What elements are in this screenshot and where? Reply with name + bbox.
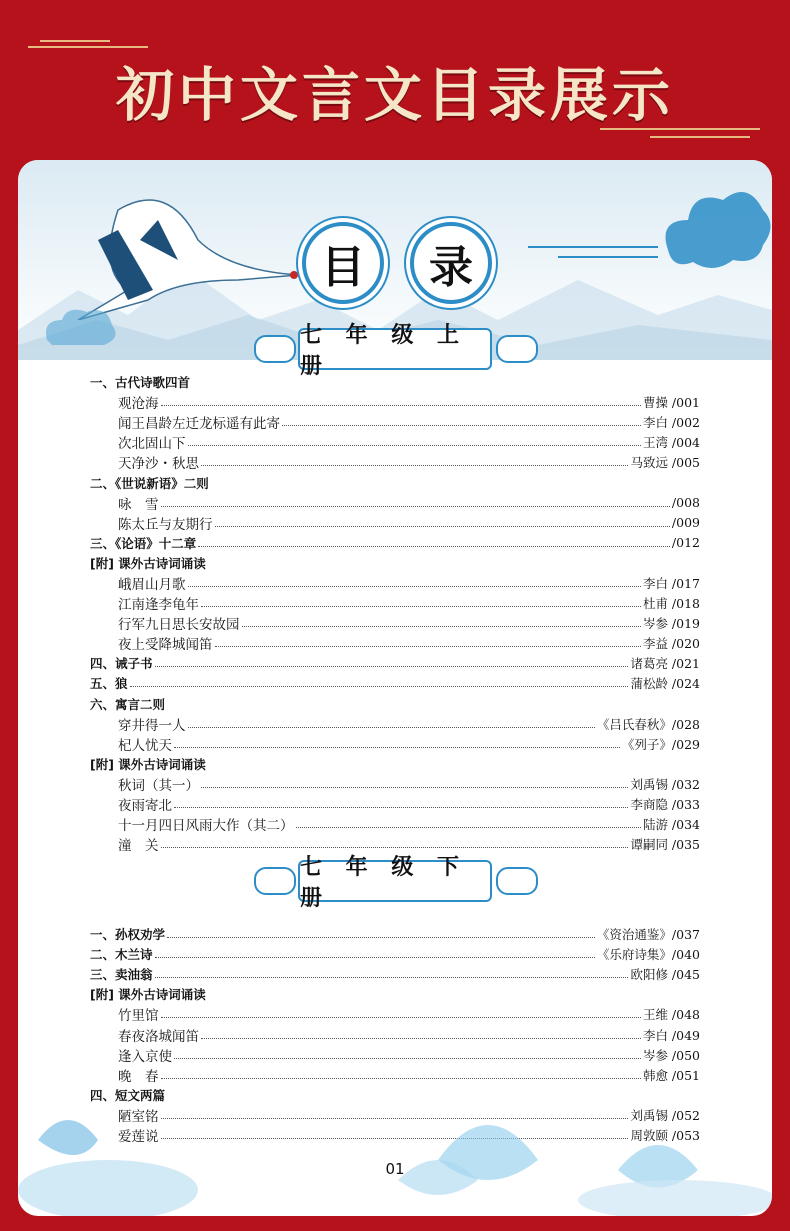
section-label-ornament-left [254, 867, 296, 895]
toc-entry-author-page: /009 [671, 515, 700, 531]
toc-entry-title: 天净沙・秋思 [118, 456, 199, 473]
toc-entry-title: 夜上受降城闻笛 [118, 637, 213, 654]
dot-leader [161, 1077, 641, 1079]
toc-section-heading[interactable] [90, 984, 700, 1004]
dot-leader [174, 1057, 641, 1059]
dot-leader [161, 404, 641, 406]
toc-entry[interactable] [90, 794, 700, 814]
toc-section-heading[interactable] [90, 754, 700, 774]
toc-entry[interactable] [90, 814, 700, 834]
dot-leader [161, 505, 670, 507]
toc-entry[interactable] [90, 774, 700, 794]
toc-entry[interactable] [90, 452, 700, 472]
toc-entry-title: 杞人忧天 [118, 737, 172, 754]
dot-leader [188, 585, 641, 587]
toc-heading-char-2: 录 [410, 222, 492, 304]
toc-entry-title: 春夜洛城闻笛 [118, 1028, 199, 1045]
toc-entry-title: 次北固山下 [118, 436, 186, 453]
toc-entry-title: 三、《论语》十二章 [90, 535, 197, 551]
section-label-ornament-right [496, 335, 538, 363]
toc-entry-title: 四、短文两篇 [90, 1087, 166, 1103]
toc-entry-title: 逢入京使 [118, 1048, 172, 1065]
toc-entry-author-page: 《乐府诗集》/040 [596, 947, 700, 963]
toc-entry[interactable] [90, 412, 700, 432]
toc-entry-author-page: 韩愈 /051 [642, 1067, 700, 1083]
toc-entry-author-page: 陆游 /034 [642, 817, 700, 833]
toc-section-heading[interactable] [90, 944, 700, 964]
toc-entry-author-page: 李白 /049 [642, 1027, 700, 1043]
toc-section-heading[interactable] [90, 472, 700, 492]
toc-entry-author-page: 王维 /048 [642, 1007, 700, 1023]
toc-entry-author-page: 马致远 /005 [630, 455, 700, 471]
toc-entry-title: 咏 雪 [118, 496, 159, 513]
toc-entry-title: 五、狼 [90, 676, 128, 692]
dot-leader [174, 806, 628, 808]
toc-entry-author-page: 周敦颐 /053 [630, 1127, 700, 1143]
dot-leader [201, 464, 628, 466]
toc-entry-title: 六、寓言二则 [90, 696, 166, 712]
toc-entry-author-page: 李益 /020 [642, 636, 700, 652]
header-ornament-right [650, 136, 750, 138]
section-label-ornament-left [254, 335, 296, 363]
toc-entry-title: 行军九日思长安故园 [118, 617, 240, 634]
toc-entry-author-page: 刘禹锡 /032 [630, 776, 700, 792]
toc-entry[interactable] [90, 613, 700, 633]
dot-leader [215, 645, 641, 647]
toc-list-grade7-first [90, 372, 700, 854]
toc-entry-title: 二、《世说新语》二则 [90, 475, 209, 491]
dot-leader [188, 726, 595, 728]
toc-entry-author-page: 蒲松龄 /024 [630, 676, 700, 692]
toc-entry-title: 观沧海 [118, 396, 159, 413]
toc-entry-title: 一、古代诗歌四首 [90, 375, 191, 391]
toc-section-heading[interactable] [90, 653, 700, 673]
wind-line [558, 256, 658, 258]
cloud-icon [658, 180, 772, 280]
toc-section-heading[interactable] [90, 964, 700, 984]
toc-section-heading[interactable] [90, 553, 700, 573]
toc-section-heading[interactable] [90, 694, 700, 714]
toc-entry-title: 爱莲说 [118, 1128, 159, 1145]
toc-entry-title: 穿井得一人 [118, 717, 186, 734]
toc-entry-author-page: 《列子》/029 [621, 736, 700, 752]
toc-heading-char-1: 目 [302, 222, 384, 304]
toc-entry-title: 夜雨寄北 [118, 798, 172, 815]
toc-entry-title: 江南逢李龟年 [118, 597, 199, 614]
dot-leader [161, 1016, 641, 1018]
toc-entry[interactable] [90, 1004, 700, 1024]
dot-leader [282, 424, 641, 426]
toc-entry-title: 潼 关 [118, 838, 159, 855]
toc-entry[interactable] [90, 633, 700, 653]
toc-entry-title: 晚 春 [118, 1068, 159, 1085]
lotus-illustration [18, 1080, 772, 1216]
dot-leader [155, 665, 629, 667]
toc-entry[interactable] [90, 573, 700, 593]
dot-leader [242, 625, 641, 627]
toc-entry-title: 闻王昌龄左迁龙标遥有此寄 [118, 416, 280, 433]
toc-entry-author-page: 岑参 /019 [642, 616, 700, 632]
toc-entry[interactable] [90, 714, 700, 734]
toc-section-heading[interactable] [90, 924, 700, 944]
toc-section-heading[interactable] [90, 673, 700, 693]
toc-entry[interactable] [90, 513, 700, 533]
dot-leader [296, 826, 641, 828]
toc-entry-author-page: 岑参 /050 [642, 1047, 700, 1063]
toc-entry-author-page: 李商隐 /033 [630, 797, 700, 813]
toc-panel [18, 160, 772, 1216]
toc-entry[interactable] [90, 1024, 700, 1044]
toc-entry-author-page: 诸葛亮 /021 [630, 656, 700, 672]
dot-leader [201, 786, 628, 788]
dot-leader [161, 846, 629, 848]
dot-leader [201, 605, 641, 607]
dot-leader [188, 444, 641, 446]
crane-icon [58, 180, 298, 320]
toc-entry-title: 峨眉山月歌 [118, 576, 186, 593]
toc-entry-author-page: /008 [671, 495, 700, 511]
dot-leader [198, 545, 670, 547]
toc-entry-author-page: 欧阳修 /045 [630, 967, 700, 983]
toc-entry-author-page: 《吕氏春秋》/028 [596, 716, 700, 732]
toc-entry-title: 竹里馆 [118, 1008, 159, 1025]
toc-entry-title: [附] 课外古诗词诵读 [90, 756, 206, 772]
toc-entry-author-page: /012 [671, 535, 700, 551]
section-label-grade7-second: 七 年 级 下 册 [298, 860, 492, 902]
page-title: 初中文言文目录展示 [115, 61, 674, 129]
toc-entry-author-page: 刘禹锡 /052 [630, 1107, 700, 1123]
toc-entry-title: 四、诫子书 [90, 656, 153, 672]
toc-entry[interactable] [90, 392, 700, 412]
toc-entry-title: [附] 课外古诗词诵读 [90, 555, 206, 571]
dot-leader [174, 746, 620, 748]
section-label-ornament-right [496, 867, 538, 895]
toc-entry-author-page: 李白 /017 [642, 575, 700, 591]
toc-entry-author-page: 杜甫 /018 [642, 596, 700, 612]
toc-entry-title: 二、木兰诗 [90, 947, 153, 963]
toc-entry-author-page: 王湾 /004 [642, 435, 700, 451]
toc-entry-title: 陋室铭 [118, 1108, 159, 1125]
toc-entry-author-page: 李白 /002 [642, 415, 700, 431]
toc-entry-title: 三、卖油翁 [90, 967, 153, 983]
toc-entry-title: [附] 课外古诗词诵读 [90, 987, 206, 1003]
section-label-grade7-first: 七 年 级 上 册 [298, 328, 492, 370]
dot-leader [130, 685, 629, 687]
toc-entry-title: 十一月四日风雨大作（其二） [118, 818, 294, 835]
toc-entry[interactable] [90, 734, 700, 754]
toc-entry-title: 秋词（其一） [118, 777, 199, 794]
dot-leader [155, 976, 629, 978]
toc-entry-author-page: 曹操 /001 [642, 395, 700, 411]
dot-leader [201, 1037, 641, 1039]
toc-entry[interactable] [90, 593, 700, 613]
cloud-icon [42, 300, 122, 350]
dot-leader [215, 525, 670, 527]
dot-leader [167, 936, 595, 938]
toc-entry-author-page: 谭嗣同 /035 [630, 837, 700, 853]
toc-entry-author-page: 《资治通鉴》/037 [596, 927, 700, 943]
toc-entry[interactable] [90, 432, 700, 452]
wind-line [528, 246, 658, 248]
toc-entry-title: 陈太丘与友期行 [118, 516, 213, 533]
toc-section-heading[interactable] [90, 372, 700, 392]
toc-section-heading[interactable] [90, 533, 700, 553]
dot-leader [155, 956, 595, 958]
toc-entry[interactable] [90, 1045, 700, 1065]
page-number: 01 [385, 1160, 405, 1178]
toc-entry[interactable] [90, 493, 700, 513]
header-ornament-left [40, 40, 110, 42]
toc-entry-title: 一、孙权劝学 [90, 927, 166, 943]
